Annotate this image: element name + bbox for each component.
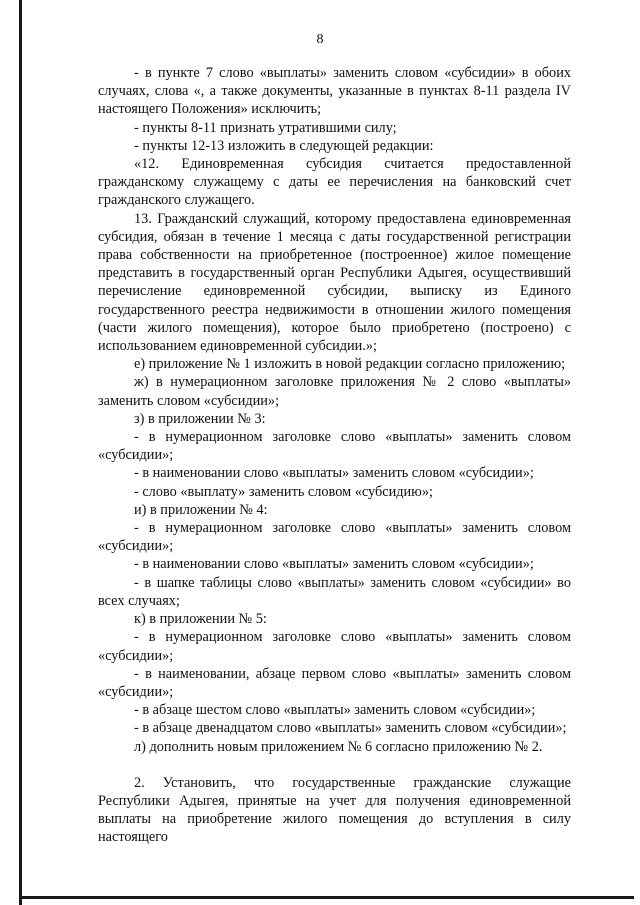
paragraph: - в наименовании слово «выплаты» заменить словом «субсидии»; bbox=[134, 465, 534, 482]
document-body bbox=[98, 64, 571, 847]
scan-left-border bbox=[19, 0, 22, 905]
page-number: 8 bbox=[316, 32, 324, 47]
paragraph: 2. Установить, что государственные гражданские служащие Республики Адыгея, принятые на учет для получения единовременной выплаты на приобретение жилого помещения до вступления в силу настоящего bbox=[98, 774, 571, 846]
paragraph: «12. Единовременная субсидия считается предоставленной гражданскому служащему с даты ее перечисления на банковский счет гражданского служащего. bbox=[98, 156, 571, 209]
paragraph: - в шапке таблицы слово «выплаты» заменить словом «субсидии» во всех случаях; bbox=[98, 574, 571, 609]
paragraph: - в пункте 7 слово «выплаты» заменить словом «субсидии» в обоих случаях, слова «, а также документы, указанные в пунктах 8-11 раздела IV настоящего Положения» исключить; bbox=[98, 65, 571, 118]
paragraph: - в нумерационном заголовке слово «выплаты» заменить словом «субсидии»; bbox=[98, 429, 571, 464]
paragraph: ж) в нумерационном заголовке приложения № 2 слово «выплаты» заменить словом «субсидии»; bbox=[98, 374, 571, 409]
scan-bottom-border bbox=[19, 896, 634, 899]
paragraph: - в наименовании слово «выплаты» заменить словом «субсидии»; bbox=[134, 556, 534, 573]
paragraph: 13. Гражданский служащий, которому предоставлена единовременная субсидия, обязан в течение 1 месяца с даты государственной регистрации права собственности на приобретенное (построенное) жилое помещение представить в государственный орган Республики Адыгея, осуществивший перечисление единовременной субсидии, выписку из Единого государственного реестра недвижимости в отношении жилого помещения (части жилого помещения), которое было приобретено (построено) с использованием единовременной субсидии.»; bbox=[98, 210, 571, 355]
paragraph: - слово «выплату» заменить словом «субсидию»; bbox=[134, 483, 433, 500]
paragraph: - в нумерационном заголовке слово «выплаты» заменить словом «субсидии»; bbox=[98, 520, 571, 555]
paragraph: - в наименовании, абзаце первом слово «выплаты» заменить словом «субсидии»; bbox=[98, 665, 571, 700]
paragraph: - в абзаце шестом слово «выплаты» заменить словом «субсидии»; bbox=[134, 702, 536, 719]
paragraph: е) приложение № 1 изложить в новой редакции согласно приложению; bbox=[134, 356, 566, 373]
paragraph: - пункты 12-13 изложить в следующей редакции: bbox=[134, 137, 434, 154]
paragraph: - в абзаце двенадцатом слово «выплаты» заменить словом «субсидии»; bbox=[134, 720, 567, 737]
paragraph: з) в приложении № 3: bbox=[134, 410, 266, 427]
paragraph: л) дополнить новым приложением № 6 согласно приложению № 2. bbox=[134, 738, 543, 755]
paragraph: к) в приложении № 5: bbox=[134, 611, 267, 628]
paragraph: - пункты 8-11 признать утратившими силу; bbox=[134, 119, 397, 136]
paragraph: и) в приложении № 4: bbox=[134, 501, 268, 518]
paragraph: - в нумерационном заголовке слово «выплаты» заменить словом «субсидии»; bbox=[98, 629, 571, 664]
